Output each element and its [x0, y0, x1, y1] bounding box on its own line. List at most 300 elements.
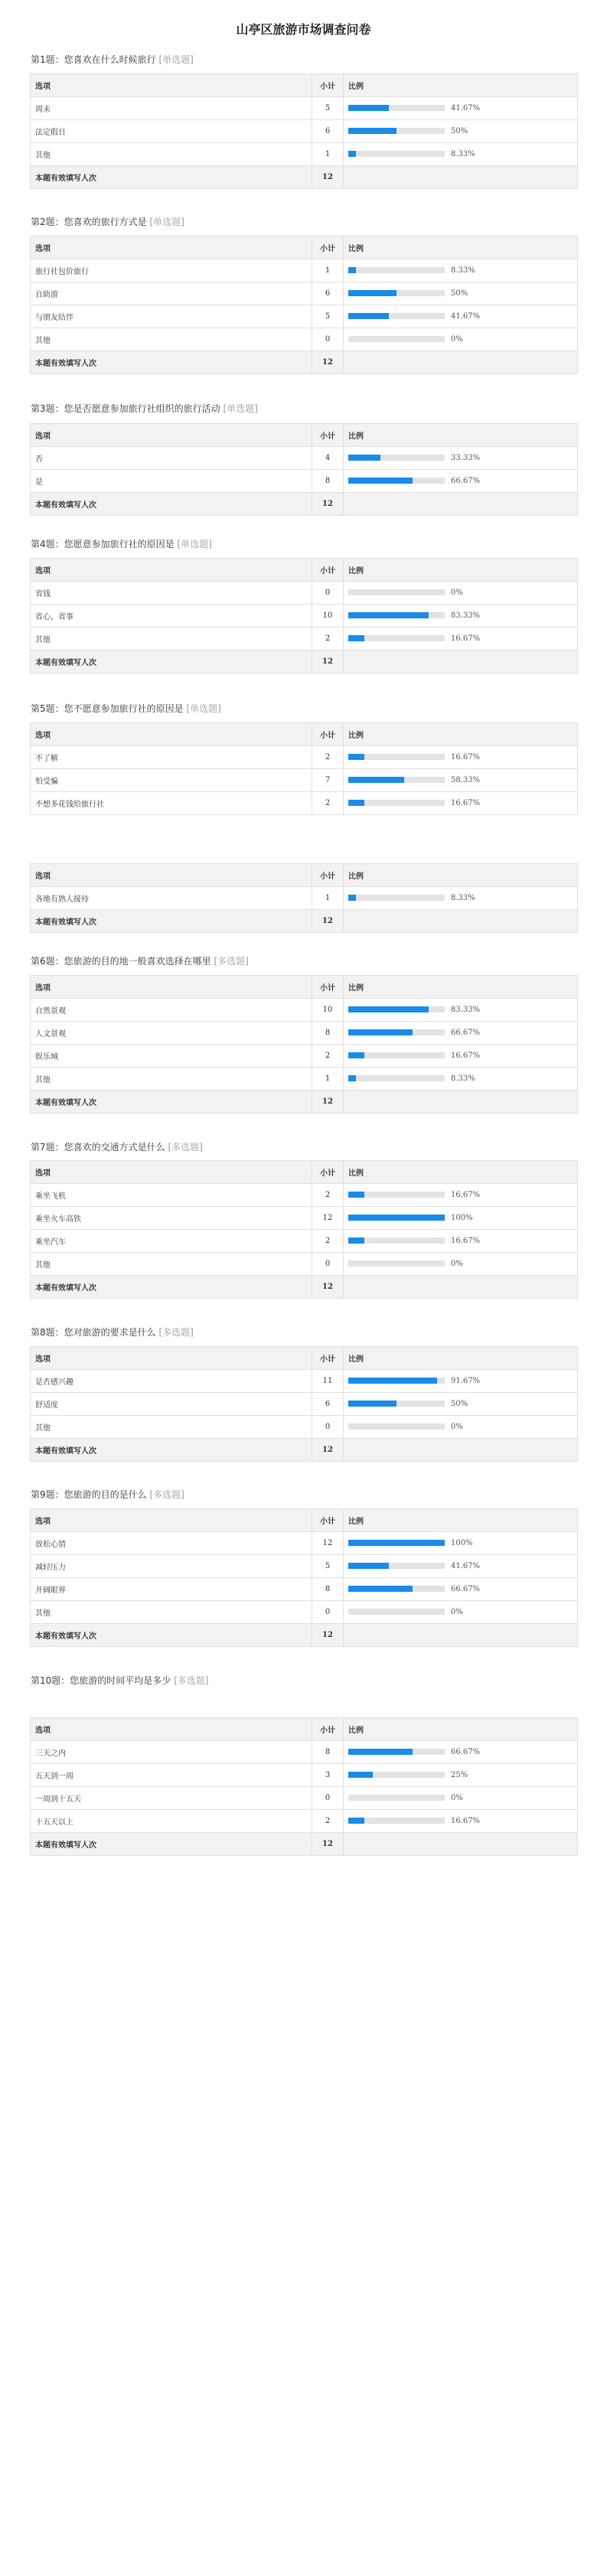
- result-table: [30, 558, 578, 673]
- question-text: 第10题：您旅游的时间平均是多少: [31, 1675, 171, 1686]
- percent-label: 33.33%: [451, 453, 481, 462]
- progress-bar-track: [348, 290, 445, 296]
- option-count: 0: [312, 582, 344, 605]
- question-type: [单选题]: [177, 539, 212, 549]
- option-ratio: [344, 470, 578, 493]
- total-row: [31, 351, 578, 374]
- total-row: [31, 1833, 578, 1856]
- col-count-header: 小计: [312, 74, 344, 97]
- progress-bar-track: [348, 151, 445, 157]
- option-count: 8: [312, 470, 344, 493]
- option-label: 其他: [31, 1416, 312, 1439]
- option-count: 11: [312, 1370, 344, 1393]
- question-text: 第5题：您不愿意参加旅行社的原因是: [31, 703, 184, 714]
- option-ratio: [344, 1810, 578, 1833]
- percent-label: 16.67%: [451, 752, 481, 761]
- col-ratio-header: 比例: [344, 1347, 578, 1370]
- progress-bar-track: [348, 612, 445, 618]
- result-table: [30, 863, 578, 933]
- option-label: 三天之内: [31, 1741, 312, 1764]
- option-count: 6: [312, 120, 344, 143]
- percent-label: 8.33%: [451, 266, 475, 275]
- percent-label: 66.67%: [451, 1747, 481, 1756]
- result-table: [30, 975, 578, 1114]
- option-ratio: [344, 305, 578, 328]
- progress-bar-fill: [348, 1540, 445, 1546]
- question-title: [31, 1326, 607, 1339]
- table-row: [31, 1207, 578, 1230]
- option-label: 自然景观: [31, 999, 312, 1022]
- question-type: [多选题]: [168, 1142, 203, 1153]
- option-label: 五天到一周: [31, 1764, 312, 1787]
- progress-bar-track: [348, 313, 445, 319]
- option-ratio: [344, 605, 578, 628]
- percent-label: 41.67%: [451, 103, 481, 112]
- option-count: 0: [312, 328, 344, 351]
- result-table: [30, 423, 578, 516]
- question-text: 第6题：您旅游的目的地一般喜欢选择在哪里: [31, 956, 211, 967]
- total-count: 12: [312, 493, 344, 516]
- total-count: 12: [312, 166, 344, 189]
- progress-bar-track: [348, 1237, 445, 1244]
- percent-label: 58.33%: [451, 775, 481, 784]
- total-label: 本题有效填写人次: [31, 1091, 312, 1114]
- total-count: 12: [312, 1091, 344, 1114]
- question-type: [多选题]: [149, 1489, 184, 1500]
- col-ratio-header: 比例: [344, 1509, 578, 1532]
- progress-bar-track: [348, 895, 445, 901]
- total-row: [31, 651, 578, 673]
- total-count: 12: [312, 651, 344, 673]
- option-label: 其他: [31, 1253, 312, 1276]
- total-label: 本题有效填写人次: [31, 166, 312, 189]
- option-ratio: [344, 1068, 578, 1091]
- percent-label: 41.67%: [451, 311, 481, 321]
- total-row: [31, 1091, 578, 1114]
- result-table: [30, 1508, 578, 1647]
- question-text: 第7题：您喜欢的交通方式是什么: [31, 1142, 165, 1153]
- table-header-row: [31, 559, 578, 582]
- question-text: 第1题：您喜欢在什么时候旅行: [31, 54, 156, 65]
- question-text: 第8题：您对旅游的要求是什么: [31, 1327, 156, 1338]
- progress-bar-track: [348, 635, 445, 641]
- table-row: [31, 769, 578, 792]
- progress-bar-fill: [348, 1400, 397, 1407]
- progress-bar-track: [348, 1192, 445, 1198]
- option-ratio: [344, 259, 578, 282]
- table-row: [31, 1230, 578, 1253]
- option-ratio: [344, 999, 578, 1022]
- option-label: 乘坐汽车: [31, 1230, 312, 1253]
- option-ratio: [344, 769, 578, 792]
- option-label: 否: [31, 447, 312, 470]
- option-label: 周末: [31, 97, 312, 120]
- progress-bar-fill: [348, 1215, 445, 1221]
- col-count-header: 小计: [312, 1347, 344, 1370]
- table-row: [31, 1555, 578, 1578]
- percent-label: 0%: [451, 334, 463, 344]
- option-count: 12: [312, 1532, 344, 1555]
- percent-label: 16.67%: [451, 634, 481, 643]
- table-row: [31, 1532, 578, 1555]
- question-title: [31, 403, 607, 415]
- option-count: 0: [312, 1601, 344, 1624]
- table-row: [31, 582, 578, 605]
- progress-bar-fill: [348, 777, 404, 783]
- total-count: 12: [312, 1624, 344, 1647]
- progress-bar-fill: [348, 313, 389, 319]
- progress-bar-track: [348, 1749, 445, 1755]
- option-ratio: [344, 1555, 578, 1578]
- option-count: 0: [312, 1253, 344, 1276]
- option-count: 2: [312, 746, 344, 769]
- percent-label: 83.33%: [451, 1005, 481, 1014]
- table-header-row: [31, 1718, 578, 1741]
- progress-bar-fill: [348, 1006, 429, 1012]
- option-ratio: [344, 746, 578, 769]
- total-row: [31, 493, 578, 516]
- option-ratio: [344, 328, 578, 351]
- total-label: 本题有效填写人次: [31, 1833, 312, 1856]
- option-count: 10: [312, 605, 344, 628]
- col-option-header: 选项: [31, 559, 312, 582]
- col-option-header: 选项: [31, 1161, 312, 1184]
- progress-bar-fill: [348, 612, 429, 618]
- option-ratio: [344, 120, 578, 143]
- table-row: [31, 120, 578, 143]
- progress-bar-fill: [348, 754, 364, 760]
- progress-bar-fill: [348, 800, 364, 806]
- option-count: 1: [312, 259, 344, 282]
- percent-label: 50%: [451, 289, 468, 298]
- percent-label: 50%: [451, 1399, 468, 1408]
- col-option-header: 选项: [31, 74, 312, 97]
- result-table: [30, 1717, 578, 1856]
- option-label: 怕受骗: [31, 769, 312, 792]
- col-ratio-header: 比例: [344, 976, 578, 999]
- option-ratio: [344, 1230, 578, 1253]
- option-ratio: [344, 282, 578, 305]
- table-row: [31, 1416, 578, 1439]
- progress-bar-track: [348, 1400, 445, 1407]
- table-header-row: [31, 976, 578, 999]
- col-ratio-header: 比例: [344, 1718, 578, 1741]
- total-count: 12: [312, 1276, 344, 1299]
- col-option-header: 选项: [31, 1718, 312, 1741]
- option-label: 是: [31, 470, 312, 493]
- progress-bar-track: [348, 478, 445, 484]
- col-option-header: 选项: [31, 723, 312, 746]
- progress-bar-fill: [348, 1052, 364, 1058]
- option-count: 2: [312, 792, 344, 815]
- percent-label: 16.67%: [451, 1051, 481, 1060]
- progress-bar-fill: [348, 1378, 437, 1384]
- table-row: [31, 1764, 578, 1787]
- col-count-header: 小计: [312, 1161, 344, 1184]
- percent-label: 8.33%: [451, 149, 475, 158]
- table-row: [31, 1253, 578, 1276]
- result-table: [30, 722, 578, 815]
- question-title: [31, 54, 607, 66]
- option-label: 与朋友结伴: [31, 305, 312, 328]
- table-row: [31, 328, 578, 351]
- percent-label: 100%: [451, 1213, 473, 1222]
- progress-bar-track: [348, 777, 445, 783]
- option-ratio: [344, 1578, 578, 1601]
- table-row: [31, 143, 578, 166]
- progress-bar-track: [348, 1772, 445, 1778]
- progress-bar-track: [348, 1609, 445, 1615]
- progress-bar-fill: [348, 895, 356, 901]
- progress-bar-fill: [348, 478, 413, 484]
- option-count: 6: [312, 1393, 344, 1416]
- option-ratio: [344, 1532, 578, 1555]
- option-ratio: [344, 1022, 578, 1045]
- percent-label: 66.67%: [451, 476, 481, 485]
- question-type: [多选题]: [214, 956, 249, 967]
- option-ratio: [344, 1601, 578, 1624]
- table-row: [31, 97, 578, 120]
- option-label: 各地有熟人接待: [31, 887, 312, 910]
- col-count-header: 小计: [312, 1509, 344, 1532]
- option-ratio: [344, 1253, 578, 1276]
- option-count: 2: [312, 1045, 344, 1068]
- option-count: 7: [312, 769, 344, 792]
- progress-bar-fill: [348, 267, 356, 273]
- table-header-row: [31, 236, 578, 259]
- option-count: 5: [312, 97, 344, 120]
- table-header-row: [31, 1161, 578, 1184]
- result-table: [30, 236, 578, 374]
- result-table: [30, 1160, 578, 1299]
- page-title: 山亭区旅游市场调查问卷: [236, 22, 371, 37]
- col-count-header: 小计: [312, 864, 344, 887]
- option-count: 8: [312, 1022, 344, 1045]
- question-text: 第3题：您是否愿意参加旅行社组织的旅行活动: [31, 403, 220, 414]
- table-row: [31, 1787, 578, 1810]
- col-ratio-header: 比例: [344, 559, 578, 582]
- option-count: 1: [312, 1068, 344, 1091]
- table-row: [31, 305, 578, 328]
- option-ratio: [344, 792, 578, 815]
- question-type: [多选题]: [158, 1327, 194, 1338]
- progress-bar-track: [348, 105, 445, 111]
- option-count: 10: [312, 999, 344, 1022]
- progress-bar-fill: [348, 128, 397, 134]
- percent-label: 50%: [451, 126, 468, 135]
- option-count: 2: [312, 1810, 344, 1833]
- option-label: 舒适度: [31, 1393, 312, 1416]
- progress-bar-track: [348, 455, 445, 461]
- option-ratio: [344, 1207, 578, 1230]
- progress-bar-fill: [348, 1192, 364, 1198]
- percent-label: 25%: [451, 1770, 468, 1779]
- total-row: [31, 166, 578, 189]
- percent-label: 91.67%: [451, 1376, 481, 1385]
- col-option-header: 选项: [31, 976, 312, 999]
- progress-bar-track: [348, 1540, 445, 1546]
- col-ratio-header: 比例: [344, 1161, 578, 1184]
- total-empty: [344, 1276, 578, 1299]
- total-row: [31, 1439, 578, 1462]
- option-count: 2: [312, 1184, 344, 1207]
- option-label: 十五天以上: [31, 1810, 312, 1833]
- option-count: 12: [312, 1207, 344, 1230]
- total-label: 本题有效填写人次: [31, 1624, 312, 1647]
- progress-bar-track: [348, 336, 445, 342]
- total-empty: [344, 351, 578, 374]
- progress-bar-fill: [348, 151, 356, 157]
- option-count: 0: [312, 1787, 344, 1810]
- option-ratio: [344, 1184, 578, 1207]
- question-text: 第2题：您喜欢的旅行方式是: [31, 217, 147, 227]
- percent-label: 0%: [451, 1607, 463, 1616]
- progress-bar-track: [348, 1818, 445, 1824]
- percent-label: 66.67%: [451, 1028, 481, 1037]
- option-label: 法定假日: [31, 120, 312, 143]
- table-row: [31, 1578, 578, 1601]
- total-count: 12: [312, 910, 344, 933]
- option-label: 旅行社包价旅行: [31, 259, 312, 282]
- col-count-header: 小计: [312, 424, 344, 447]
- progress-bar-fill: [348, 1749, 413, 1755]
- progress-bar-track: [348, 1563, 445, 1569]
- option-ratio: [344, 1741, 578, 1764]
- col-option-header: 选项: [31, 1347, 312, 1370]
- table-row: [31, 447, 578, 470]
- progress-bar-track: [348, 589, 445, 595]
- result-table: [30, 1346, 578, 1462]
- total-label: 本题有效填写人次: [31, 651, 312, 673]
- option-count: 0: [312, 1416, 344, 1439]
- option-ratio: [344, 143, 578, 166]
- option-ratio: [344, 887, 578, 910]
- option-ratio: [344, 1045, 578, 1068]
- table-row: [31, 605, 578, 628]
- percent-label: 8.33%: [451, 893, 475, 902]
- question-title: [31, 1674, 607, 1687]
- percent-label: 16.67%: [451, 1816, 481, 1825]
- question-type: [单选题]: [149, 217, 184, 227]
- col-ratio-header: 比例: [344, 723, 578, 746]
- option-label: 省心，省事: [31, 605, 312, 628]
- total-count: 12: [312, 1439, 344, 1462]
- option-ratio: [344, 447, 578, 470]
- question-type: [多选题]: [174, 1675, 209, 1686]
- col-option-header: 选项: [31, 236, 312, 259]
- option-count: 6: [312, 282, 344, 305]
- col-option-header: 选项: [31, 424, 312, 447]
- option-label: 一周到十五天: [31, 1787, 312, 1810]
- total-empty: [344, 910, 578, 933]
- option-ratio: [344, 582, 578, 605]
- total-empty: [344, 1091, 578, 1114]
- total-empty: [344, 651, 578, 673]
- option-label: 其他: [31, 328, 312, 351]
- progress-bar-track: [348, 1029, 445, 1035]
- table-header-row: [31, 1509, 578, 1532]
- total-empty: [344, 1624, 578, 1647]
- progress-bar-track: [348, 1075, 445, 1081]
- question-type: [单选题]: [186, 703, 221, 714]
- option-label: 其他: [31, 143, 312, 166]
- percent-label: 16.67%: [451, 1190, 481, 1199]
- question-text: 第9题：您旅游的目的是什么: [31, 1489, 147, 1500]
- option-ratio: [344, 1370, 578, 1393]
- table-header-row: [31, 1347, 578, 1370]
- col-ratio-header: 比例: [344, 424, 578, 447]
- col-option-header: 选项: [31, 864, 312, 887]
- col-ratio-header: 比例: [344, 864, 578, 887]
- total-empty: [344, 1833, 578, 1856]
- col-ratio-header: 比例: [344, 236, 578, 259]
- percent-label: 0%: [451, 1259, 463, 1268]
- col-count-header: 小计: [312, 559, 344, 582]
- col-ratio-header: 比例: [344, 74, 578, 97]
- table-row: [31, 1068, 578, 1091]
- total-label: 本题有效填写人次: [31, 1276, 312, 1299]
- progress-bar-track: [348, 1215, 445, 1221]
- total-label: 本题有效填写人次: [31, 1439, 312, 1462]
- percent-label: 0%: [451, 1793, 463, 1802]
- table-row: [31, 1741, 578, 1764]
- table-row: [31, 470, 578, 493]
- table-row: [31, 1370, 578, 1393]
- question-type: [单选题]: [223, 403, 258, 414]
- table-row: [31, 259, 578, 282]
- option-count: 5: [312, 1555, 344, 1578]
- percent-label: 100%: [451, 1538, 473, 1547]
- percent-label: 66.67%: [451, 1584, 481, 1593]
- option-count: 5: [312, 305, 344, 328]
- option-label: 其他: [31, 1068, 312, 1091]
- percent-label: 0%: [451, 1422, 463, 1431]
- progress-bar-fill: [348, 1772, 373, 1778]
- option-count: 2: [312, 628, 344, 651]
- option-label: 开阔眼界: [31, 1578, 312, 1601]
- progress-bar-track: [348, 800, 445, 806]
- table-row: [31, 1810, 578, 1833]
- table-row: [31, 792, 578, 815]
- option-label: 不了解: [31, 746, 312, 769]
- progress-bar-fill: [348, 1029, 413, 1035]
- progress-bar-track: [348, 754, 445, 760]
- table-row: [31, 999, 578, 1022]
- progress-bar-track: [348, 1006, 445, 1012]
- col-count-header: 小计: [312, 723, 344, 746]
- progress-bar-fill: [348, 1563, 389, 1569]
- progress-bar-fill: [348, 635, 364, 641]
- percent-label: 41.67%: [451, 1561, 481, 1570]
- option-label: 减轻压力: [31, 1555, 312, 1578]
- progress-bar-fill: [348, 1586, 413, 1592]
- total-empty: [344, 1439, 578, 1462]
- option-label: 不想多花钱给旅行社: [31, 792, 312, 815]
- option-ratio: [344, 1393, 578, 1416]
- option-count: 1: [312, 887, 344, 910]
- total-row: [31, 1276, 578, 1299]
- total-count: 12: [312, 1833, 344, 1856]
- progress-bar-track: [348, 128, 445, 134]
- progress-bar-track: [348, 1378, 445, 1384]
- percent-label: 0%: [451, 588, 463, 597]
- total-empty: [344, 493, 578, 516]
- option-ratio: [344, 628, 578, 651]
- percent-label: 8.33%: [451, 1074, 475, 1083]
- progress-bar-track: [348, 1260, 445, 1267]
- progress-bar-fill: [348, 455, 380, 461]
- option-ratio: [344, 1764, 578, 1787]
